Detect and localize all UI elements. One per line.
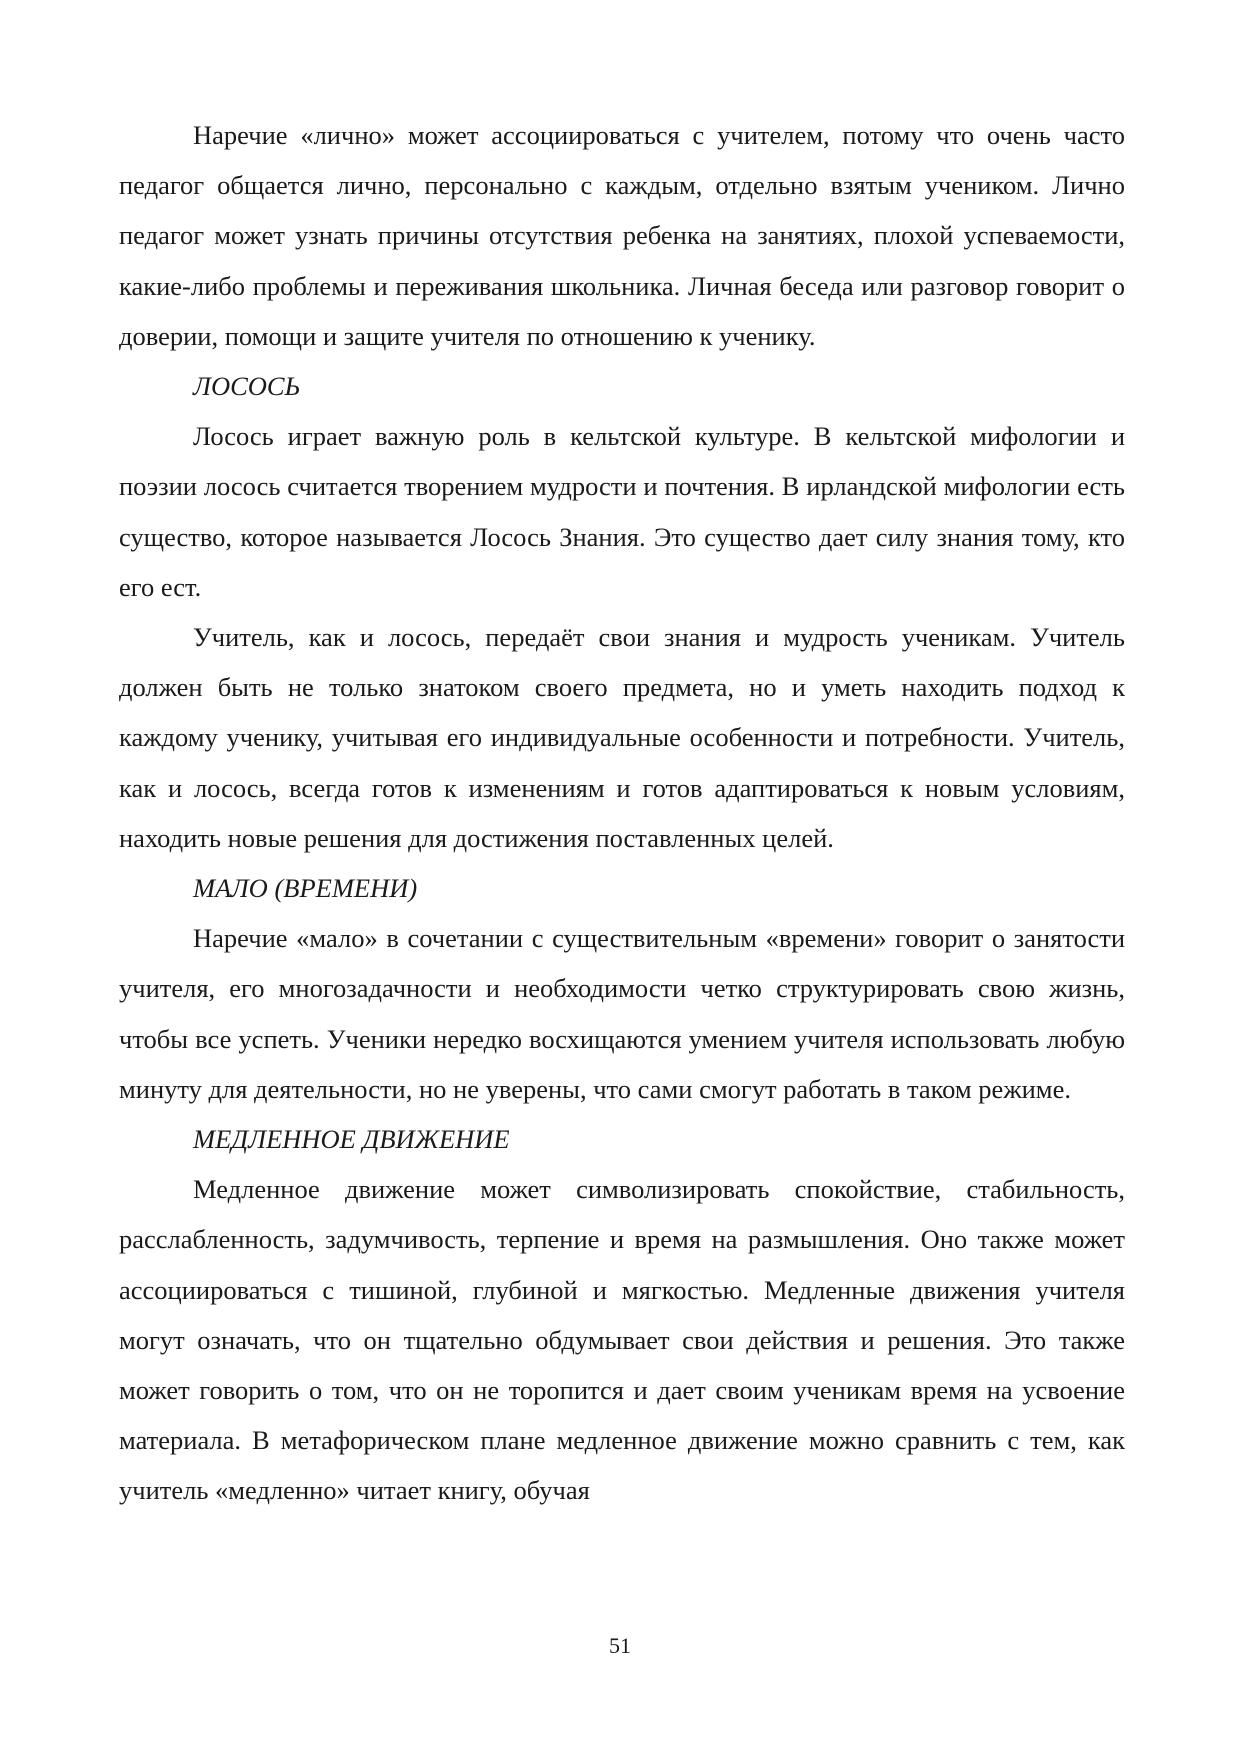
paragraph-personally: Наречие «лично» может ассоциироваться с учителем, потому что очень часто педагог общается лично, персонально с каждым, отдельно взятым учеником. Лично педагог может узнать причины отсутствия ребенка на занятиях, плохой успеваемости, какие-либо проблемы и переживания школьника. Личная беседа или разговор говорит о доверии, помощи и защите учителя по отношению к ученику.: [119, 120, 1125, 351]
page-number: 51: [609, 1633, 631, 1658]
paragraph-slow-motion: Медленное движение может символизировать спокойствие, стабильность, расслабленность, задумчивость, терпение и время на размышления. Оно также может ассоциироваться с тишиной, глубиной и мягкостью. Медленные движения учителя могут означать, что он тщательно обдумывает свои действия и решения. Это также может говорить о том, что он не торопится и дает своим ученикам время на усвоение материала. В метафорическом плане медленное движение можно сравнить с тем, как учитель «медленно» читает книгу, обучая: [119, 1174, 1125, 1506]
paragraph-teacher-salmon: Учитель, как и лосось, передаёт свои знания и мудрость ученикам. Учитель должен быть не только знатоком своего предмета, но и уметь находить подход к каждому ученику, учитывая его индивидуальные особенности и потребности. Учитель, как и лосось, всегда готов к изменениям и готов адаптироваться к новым условиям, находить новые решения для достижения поставленных целей.: [119, 622, 1125, 853]
paragraph-little-time: Наречие «мало» в сочетании с существительным «времени» говорит о занятости учителя, его многозадачности и необходимости четко структурировать свою жизнь, чтобы все успеть. Ученики нередко восхищаются умением учителя использовать любую минуту для деятельности, но не уверены, что сами смогут работать в таком режиме.: [119, 923, 1125, 1104]
heading-little-time: МАЛО (ВРЕМЕНИ): [193, 873, 418, 904]
page-body: [119, 110, 1125, 1516]
heading-salmon: ЛОСОСЬ: [193, 371, 301, 402]
paragraph-salmon-culture: Лосось играет важную роль в кельтской культуре. В кельтской мифологии и поэзии лосось считается творением мудрости и почтения. В ирландской мифологии есть существо, которое называется Лосось Знания. Это существо дает силу знания тому, кто его ест.: [119, 421, 1125, 602]
heading-slow-motion: МЕДЛЕННОЕ ДВИЖЕНИЕ: [193, 1124, 510, 1155]
